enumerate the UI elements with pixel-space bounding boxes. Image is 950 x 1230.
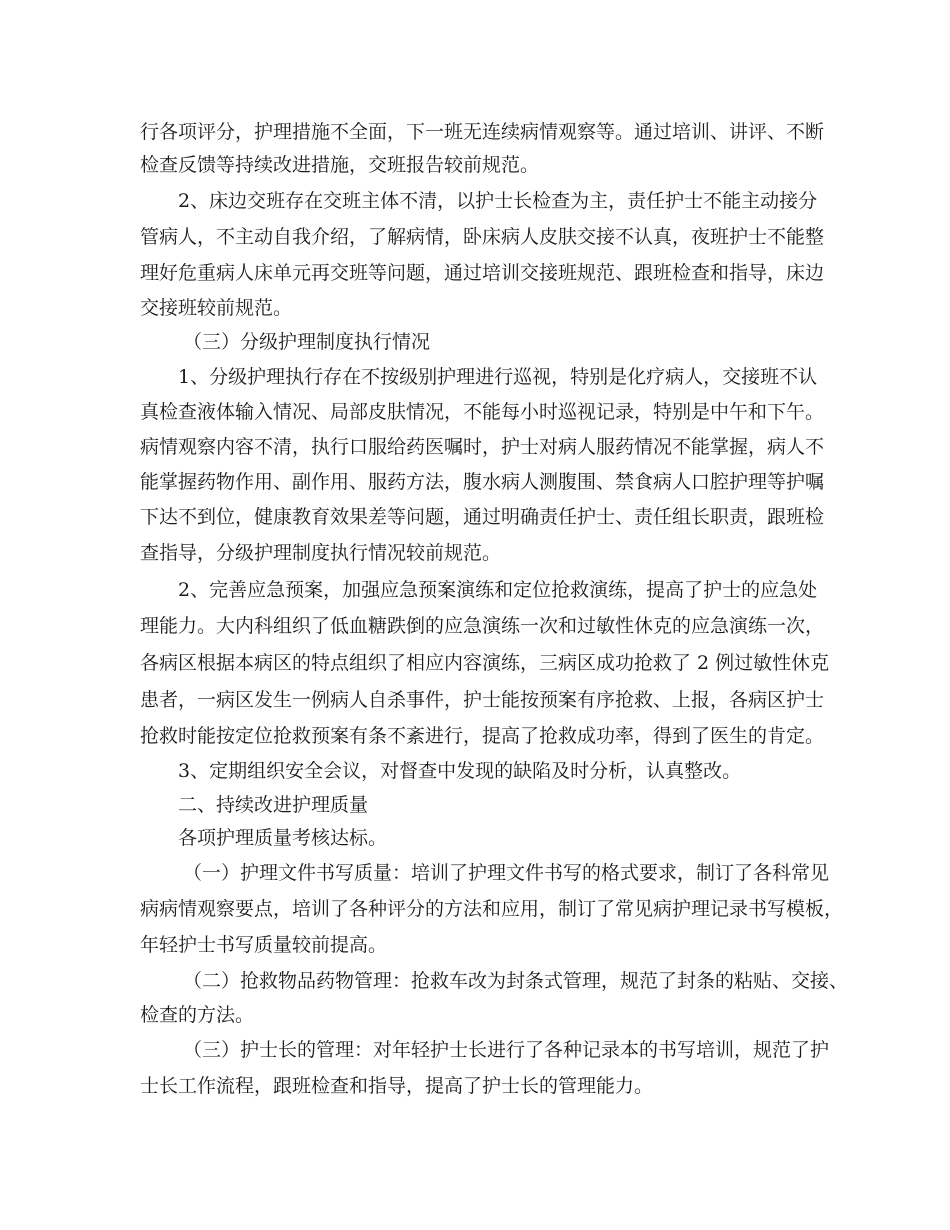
paragraph-start: （二）抢救物品药物管理：抢救车改为封条式管理，规范了封条的粘贴、交接、 — [183, 970, 849, 992]
text-line: 病病情观察要点，培训了各种评分的方法和应用，制订了常见病护理记录书写模板， — [140, 898, 844, 920]
text-line: 交接班较前规范。 — [140, 297, 293, 319]
text-line: 抢救时能按定位抢救预案有条不紊进行，提高了抢救成功率，得到了医生的肯定。 — [140, 725, 825, 747]
section-heading: （三）分级护理制度执行情况 — [183, 331, 431, 353]
paragraph-start: 各项护理质量考核达标。 — [178, 827, 388, 849]
text-line: 理好危重病人床单元再交班等问题，通过培训交接班规范、跟班检查和指导，床边 — [140, 262, 825, 284]
text-line: 行各项评分，护理措施不全面，下一班无连续病情观察等。通过培训、讲评、不断 — [140, 121, 825, 143]
text-line: 病情观察内容不清，执行口服给药医嘱时，护士对病人服药情况不能掌握，病人不 — [140, 436, 825, 458]
text-line: 检查反馈等持续改进措施，交班报告较前规范。 — [140, 154, 540, 176]
text-line: 真检查液体输入情况、局部皮肤情况，不能每小时巡视记录，特别是中午和下午。 — [140, 401, 825, 423]
text-line: 士长工作流程，跟班检查和指导，提高了护士长的管理能力。 — [140, 1075, 654, 1097]
text-line: 年轻护士书写质量较前提高。 — [140, 934, 388, 956]
text-line: 患者，一病区发生一例病人自杀事件，护士能按预案有序抢救、上报，各病区护士 — [140, 689, 825, 711]
text-line: 理能力。大内科组织了低血糖跌倒的应急演练一次和过敏性休克的应急演练一次， — [140, 615, 825, 637]
paragraph-start: 1、分级护理执行存在不按级别护理进行巡视，特别是化疗病人，交接班不认 — [178, 366, 818, 388]
text-line: 各病区根据本病区的特点组织了相应内容演练，三病区成功抢救了 2 例过敏性休克 — [140, 652, 830, 674]
text-line: 能掌握药物作用、副作用、服药方法，腹水病人测腹围、禁食病人口腔护理等护嘱 — [140, 471, 825, 493]
section-heading: 二、持续改进护理质量 — [178, 794, 369, 816]
paragraph-start: 3、定期组织安全会议，对督查中发现的缺陷及时分析，认真整改。 — [178, 760, 742, 782]
paragraph-start: （一）护理文件书写质量：培训了护理文件书写的格式要求，制订了各科常见 — [183, 862, 830, 884]
text-line: 检查的方法。 — [140, 1004, 255, 1026]
text-line: 管病人，不主动自我介绍，了解病情，卧床病人皮肤交接不认真，夜班护士不能整 — [140, 226, 825, 248]
text-line: 查指导，分级护理制度执行情况较前规范。 — [140, 542, 502, 564]
paragraph-start: 2、床边交班存在交班主体不清，以护士长检查为主，责任护士不能主动接分 — [178, 190, 818, 212]
paragraph-start: 2、完善应急预案，加强应急预案演练和定位抢救演练，提高了护士的应急处 — [178, 579, 818, 601]
paragraph-start: （三）护士长的管理：对年轻护士长进行了各种记录本的书写培训，规范了护 — [183, 1039, 830, 1061]
text-line: 下达不到位，健康教育效果差等问题，通过明确责任护士、责任组长职责，跟班检 — [140, 506, 825, 528]
